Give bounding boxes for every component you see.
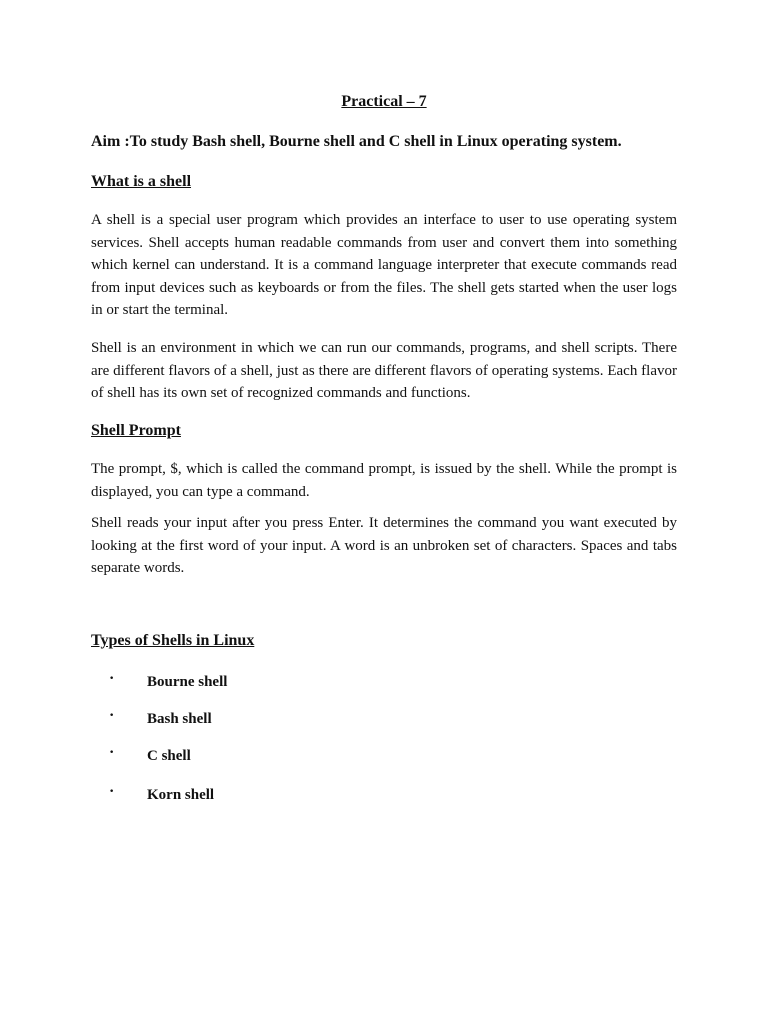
list-item (0, 744, 400, 768)
aim-statement: Aim :To study Bash shell, Bourne shell and C shell in Linux operating system. (91, 133, 622, 150)
paragraph-shell-environment: Shell is an environment in which we can run our commands, programs, and shell scripts. There are different flavors of a shell, just as there are different flavors of operating systems. Each flavor of shell has its own set of recognized commands and functions. (91, 340, 677, 401)
list-item-label: Bourne shell (147, 674, 228, 690)
section-heading-types-of-shells: Types of Shells in Linux (91, 632, 255, 649)
list-item (0, 670, 400, 694)
page-title: Practical – 7 (341, 93, 427, 110)
bullet-icon: · (109, 783, 115, 800)
section-heading-what-is-a-shell: What is a shell (91, 173, 192, 190)
list-item (0, 783, 400, 807)
paragraph-shell-reads-input: Shell reads your input after you press Enter. It determines the command you want executed by looking at the first word of your input. A word is an unbroken set of characters. Spaces and tabs separate words. (91, 515, 677, 576)
section-heading-shell-prompt: Shell Prompt (91, 422, 181, 439)
list-item (0, 707, 400, 731)
bullet-icon: · (109, 744, 115, 761)
list-item-label: C shell (147, 748, 191, 764)
list-item-label: Korn shell (147, 787, 215, 803)
bullet-icon: · (109, 707, 115, 724)
bullet-icon: · (109, 670, 115, 687)
paragraph-command-prompt: The prompt, $, which is called the command prompt, is issued by the shell. While the prompt is displayed, you can type a command. (91, 461, 677, 500)
paragraph-shell-definition: A shell is a special user program which provides an interface to user to use operating system services. Shell accepts human readable commands from user and convert them into something which kernel can understand. It is a command language interpreter that execute commands read from input devices such as keyboards or from the files. The shell gets started when the user logs in or start the terminal. (91, 212, 677, 318)
list-item-label: Bash shell (147, 711, 212, 727)
